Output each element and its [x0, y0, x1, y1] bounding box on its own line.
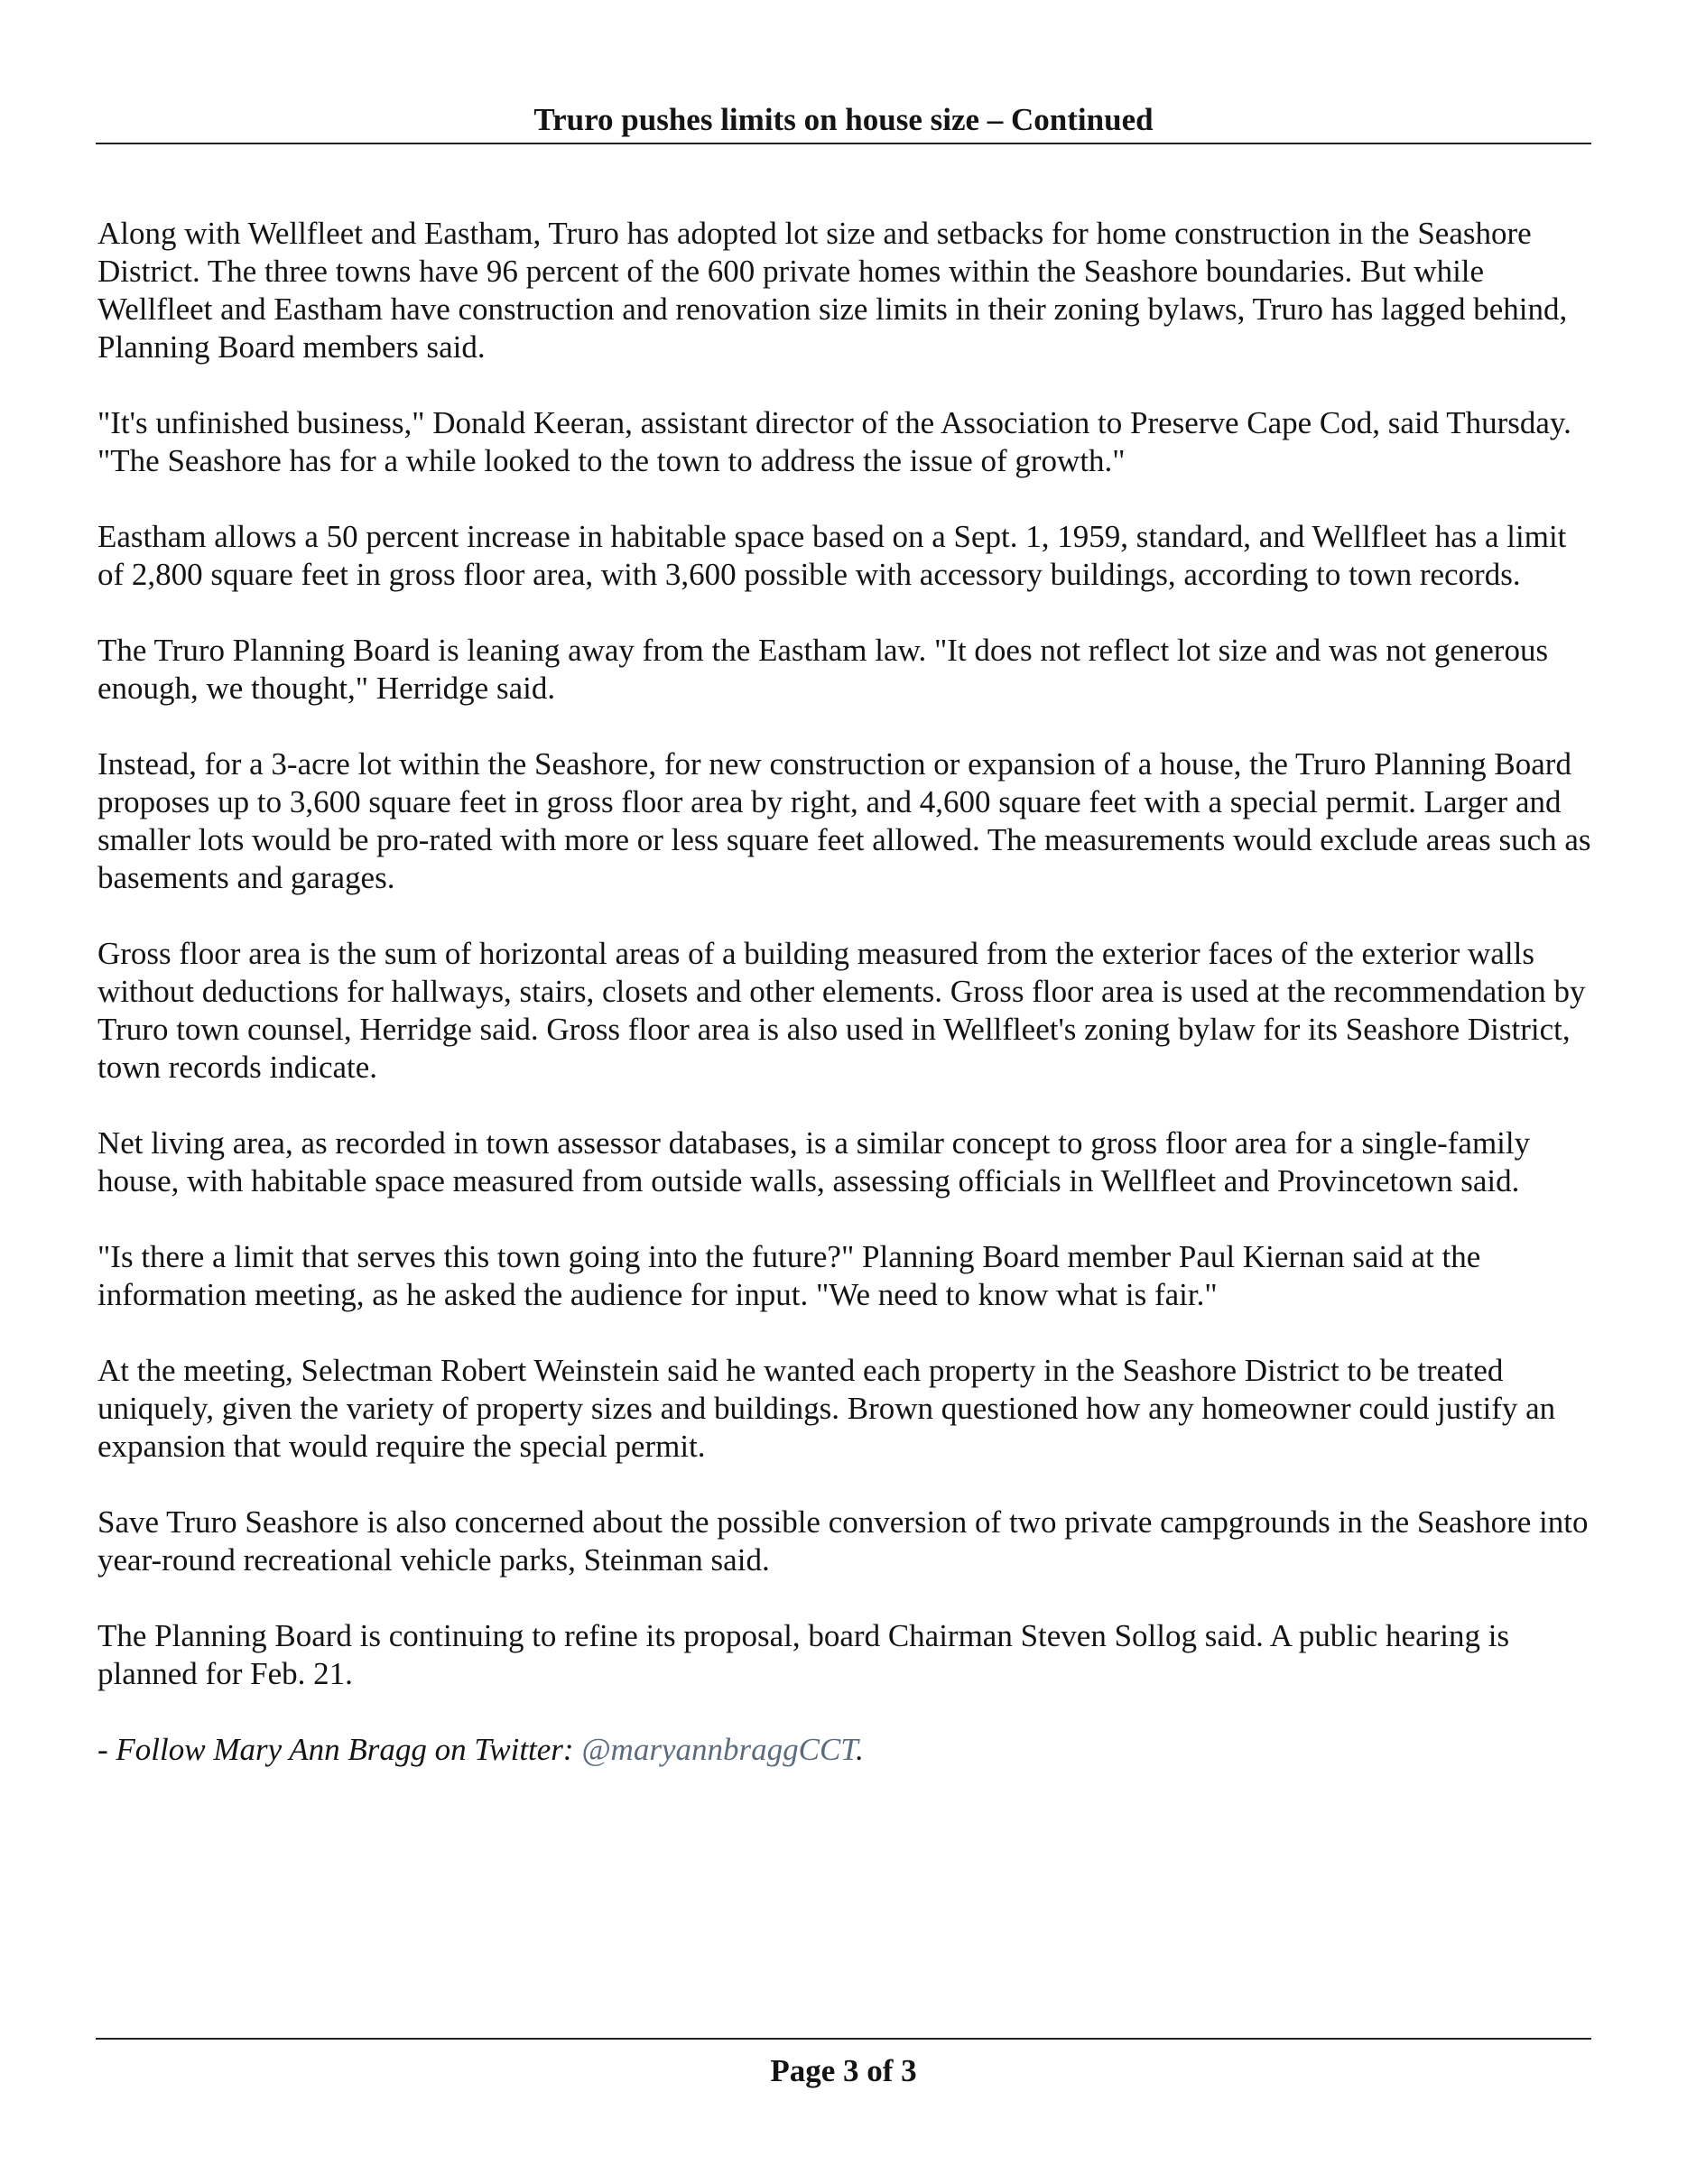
paragraph: Gross floor area is the sum of horizontal areas of a building measured from the exterior faces of the exterior walls without deductions for hallways, stairs, closets and other elements. Gross floor area is used at the recommendation by Truro town counsel, Herridge said. Gross floor area is also used in Wellfleet's zoning bylaw for its Seashore District, town records indicate.	[97, 936, 1586, 1085]
paragraph: Eastham allows a 50 percent increase in habitable space based on a Sept. 1, 1959, standard, and Wellfleet has a limit of 2,800 square feet in gross floor area, with 3,600 possible with accessory buildings, according to town records.	[97, 519, 1567, 592]
article-body	[97, 215, 1596, 1807]
paragraph: The Truro Planning Board is leaning away from the Eastham law. "It does not reflect lot size and was not generous enough, we thought," Herridge said.	[97, 633, 1549, 706]
paragraph: At the meeting, Selectman Robert Weinstein said he wanted each property in the Seashore District to be treated uniquely, given the variety of property sizes and buildings. Brown questioned how any homeowner could justify an expansion that would require the special permit.	[97, 1353, 1556, 1464]
paragraph: "Is there a limit that serves this town going into the future?" Planning Board member Paul Kiernan said at the information meeting, as he asked the audience for input. "We need to know what is fair."	[97, 1239, 1481, 1312]
signoff-prefix: - Follow Mary Ann Bragg on Twitter:	[97, 1732, 582, 1767]
paragraph: Along with Wellfleet and Eastham, Truro has adopted lot size and setbacks for home construction in the Seashore District. The three towns have 96 percent of the 600 private homes within the Seashore boundaries. But while Wellfleet and Eastham have construction and renovation size limits in their zoning bylaws, Truro has lagged behind, Planning Board members said.	[97, 216, 1568, 365]
author-signoff	[97, 1731, 1596, 1769]
page-header	[96, 97, 1591, 144]
page-number: Page 3 of 3	[770, 2053, 917, 2088]
paragraph: "It's unfinished business," Donald Keeran, assistant director of the Association to Preserve Cape Cod, said Thursday. "The Seashore has for a while looked to the town to address the issue of growth."	[97, 405, 1571, 478]
paragraph: The Planning Board is continuing to refine its proposal, board Chairman Steven Sollog said. A public hearing is planned for Feb. 21.	[97, 1618, 1510, 1691]
signoff-suffix: .	[856, 1732, 864, 1767]
paragraph: Instead, for a 3-acre lot within the Seashore, for new construction or expansion of a house, the Truro Planning Board proposes up to 3,600 square feet in gross floor area by right, and 4,600 square feet with a special permit. Larger and smaller lots would be pro-rated with more or less square feet allowed. The measurements would exclude areas such as basements and garages.	[97, 746, 1591, 895]
article-title-continued: Truro pushes limits on house size – Continued	[533, 102, 1154, 137]
twitter-handle-link[interactable]: @maryannbraggCCT	[581, 1732, 857, 1767]
paragraph: Net living area, as recorded in town assessor databases, is a similar concept to gross floor area for a single-family house, with habitable space measured from outside walls, assessing officials in Wellfleet and Provincetown said.	[97, 1125, 1531, 1198]
paragraph: Save Truro Seashore is also concerned about the possible conversion of two private campgrounds in the Seashore into year-round recreational vehicle parks, Steinman said.	[97, 1504, 1589, 1578]
page-footer	[96, 2038, 1591, 2094]
